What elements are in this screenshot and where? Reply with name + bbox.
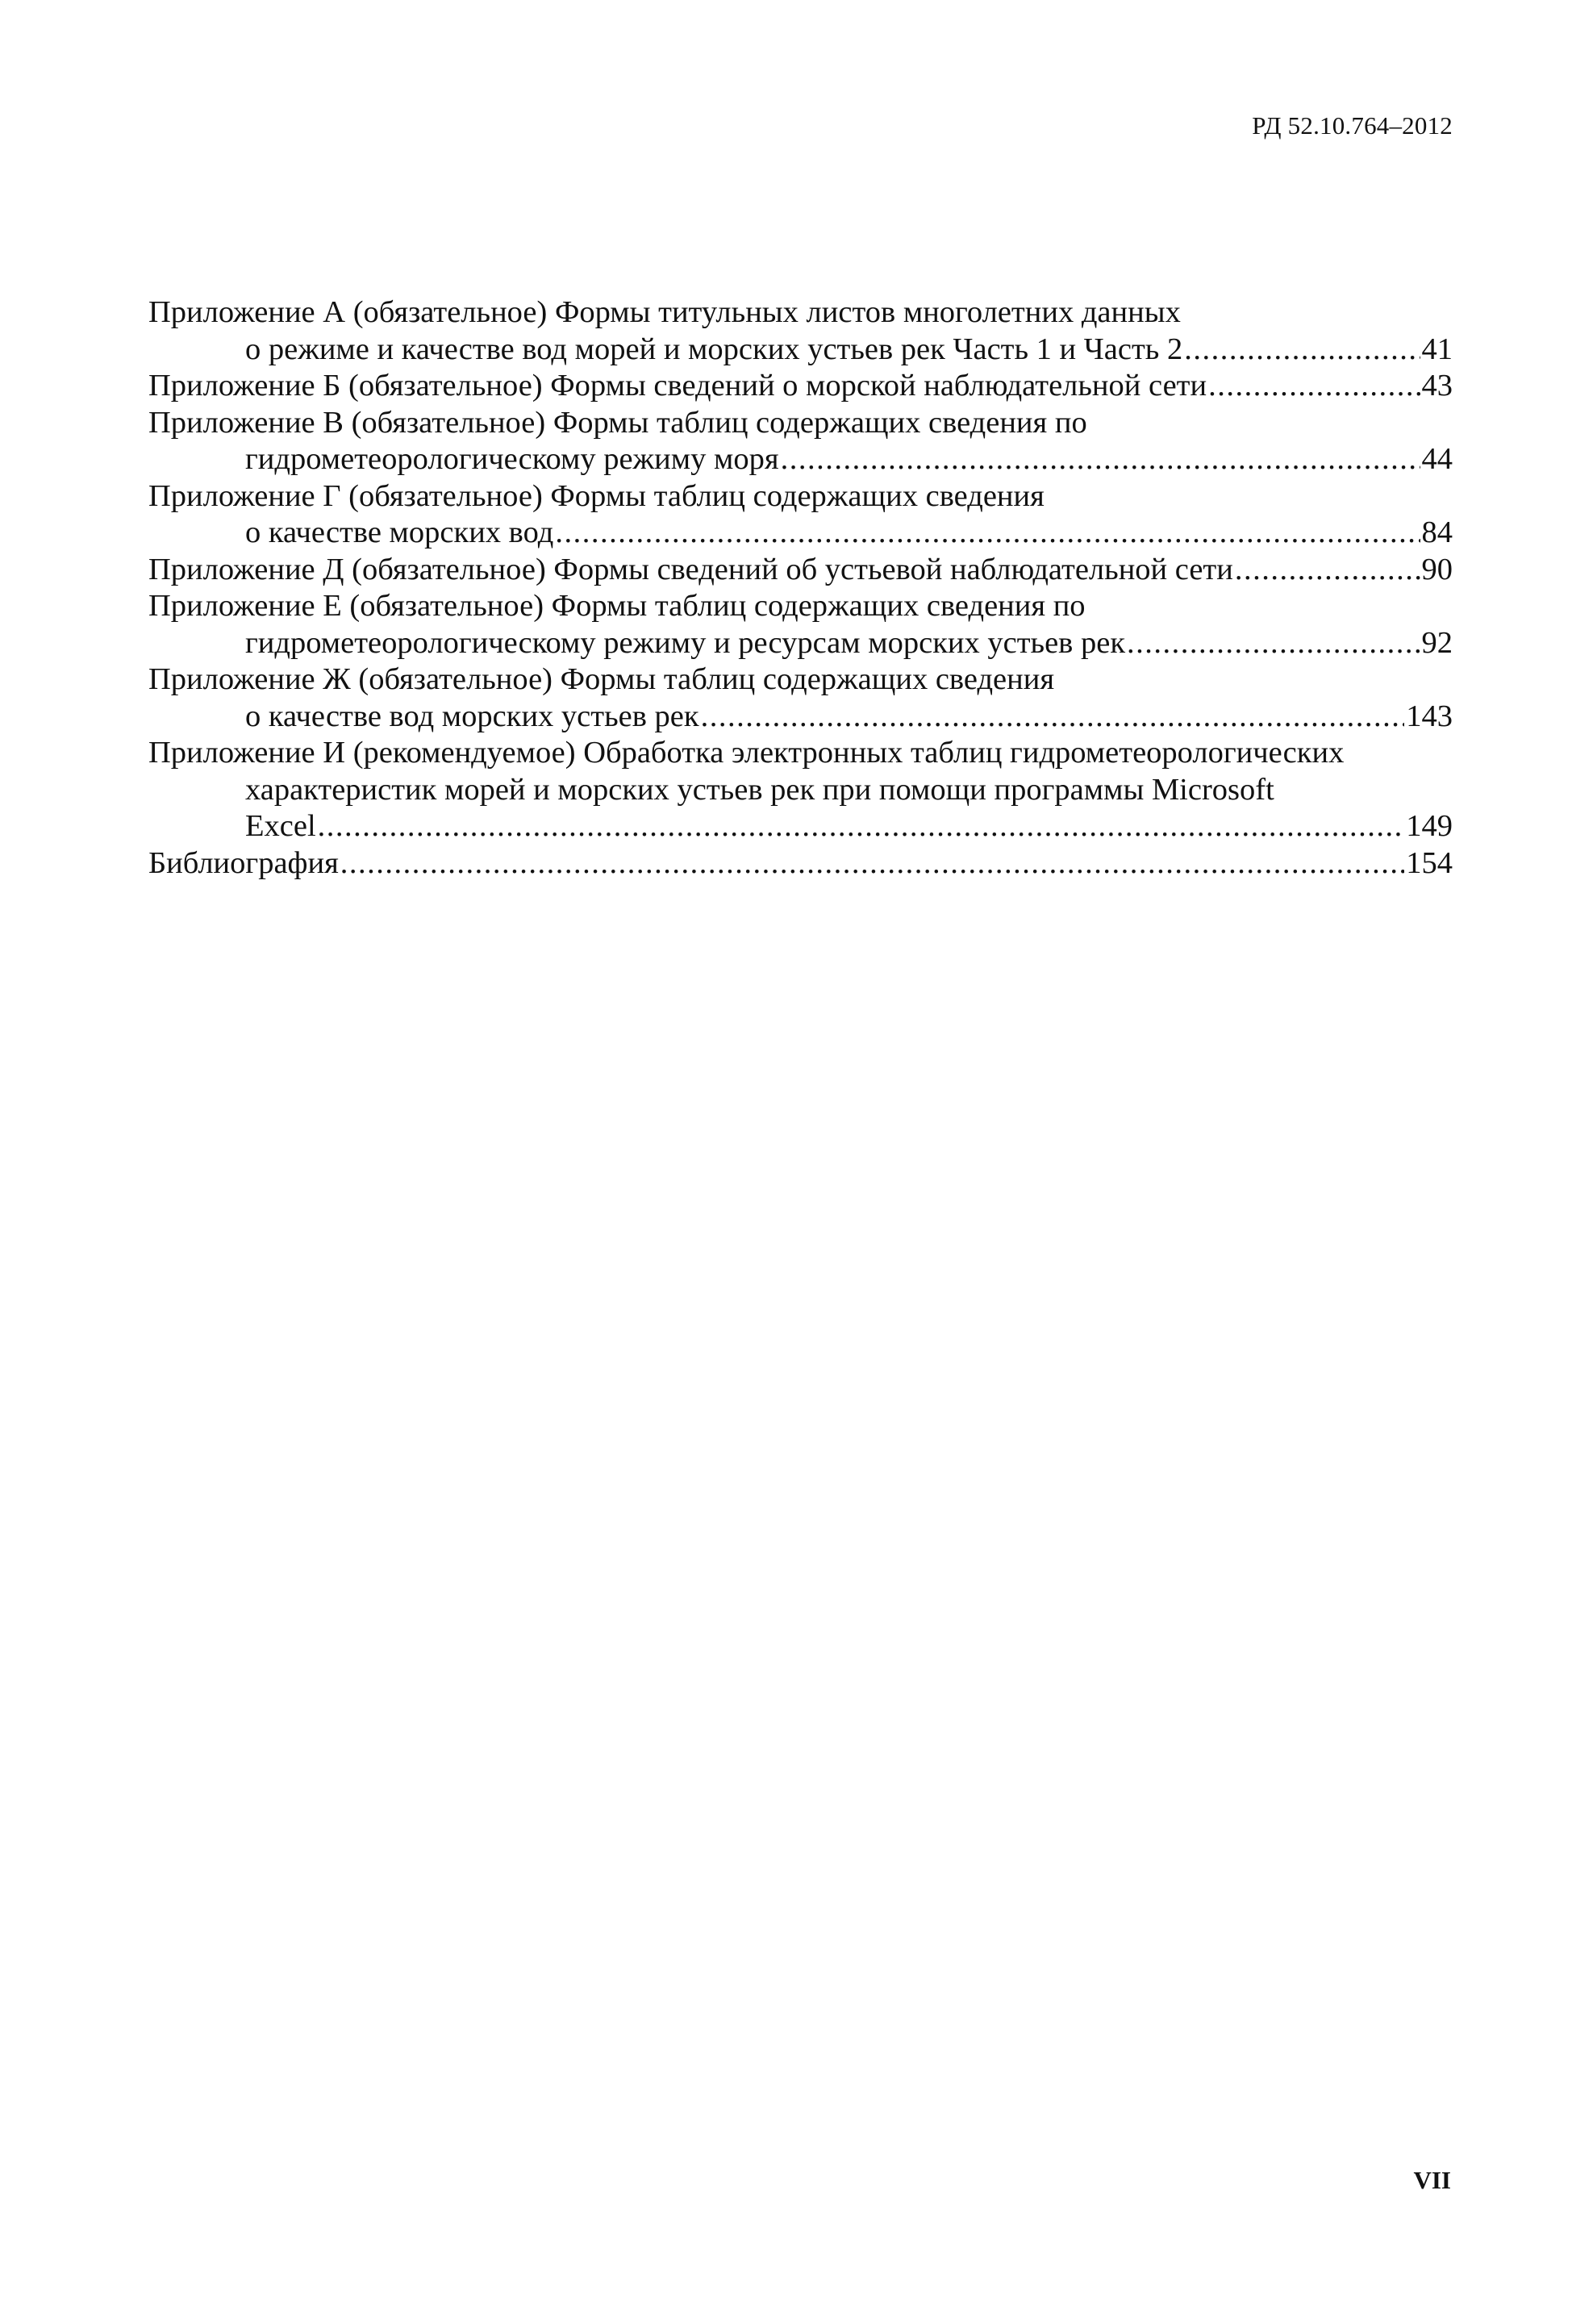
toc-page-number: 84 [1421, 515, 1453, 549]
toc-entry-title-continued: гидрометеорологическому режиму и ресурсам морских устьев рек [245, 625, 1126, 660]
toc-entry-bibliography[interactable] [148, 845, 1453, 882]
toc-entry-title: Приложение Е (обязательное) Формы таблиц содержащих сведения по [148, 589, 1086, 623]
toc-page-number: 149 [1406, 809, 1453, 843]
dot-leader [1208, 368, 1420, 405]
toc-entry-title: Приложение Ж (обязательное) Формы таблиц содержащих сведения [148, 662, 1055, 696]
toc-entry-title: Приложение В (обязательное) Формы таблиц содержащих сведения по [148, 405, 1087, 440]
toc-entry-title-continued: о качестве вод морских устьев рек [245, 699, 699, 733]
dot-leader [781, 441, 1420, 478]
toc-entry-title: Приложение И (рекомендуемое) Обработка электронных таблиц гидрометеорологических [148, 736, 1345, 770]
dot-leader [1235, 552, 1420, 589]
toc-entry-title: Библиография [148, 845, 339, 880]
table-of-contents [148, 294, 1453, 882]
dot-leader [318, 808, 1405, 845]
dot-leader [340, 845, 1404, 882]
toc-entry-title: Приложение Д (обязательное) Формы сведений об устьевой наблюдательной сети [148, 552, 1233, 586]
toc-page-number: 143 [1406, 699, 1453, 733]
toc-entry-title-continued: о качестве морских вод [245, 515, 554, 549]
toc-entry-appendix-d[interactable] [148, 552, 1453, 589]
toc-entry-appendix-e[interactable] [148, 588, 1453, 661]
dot-leader [1127, 625, 1420, 662]
toc-page-number: 44 [1421, 442, 1453, 476]
toc-entry-title: Приложение Г (обязательное) Формы таблиц содержащих сведения [148, 478, 1045, 513]
toc-entry-title: Приложение Б (обязательное) Формы сведений о морской наблюдательной сети [148, 369, 1207, 403]
toc-entry-appendix-b[interactable] [148, 368, 1453, 405]
toc-entry-appendix-a[interactable] [148, 294, 1453, 368]
toc-page-number: 92 [1421, 625, 1453, 660]
toc-page-number: 90 [1421, 552, 1453, 586]
document-code: РД 52.10.764–2012 [1252, 111, 1453, 140]
dot-leader [701, 699, 1405, 736]
dot-leader [555, 515, 1420, 552]
toc-entry-title-continued: характеристик морей и морских устьев рек при помощи программы Microsoft [245, 772, 1274, 807]
toc-entry-title-continued: Excel [245, 809, 316, 843]
toc-entry-appendix-zh[interactable] [148, 661, 1453, 735]
toc-entry-appendix-i[interactable] [148, 735, 1453, 845]
toc-page-number: 41 [1421, 332, 1453, 366]
toc-entry-appendix-v[interactable] [148, 405, 1453, 478]
page-number: VII [1413, 2166, 1451, 2194]
dot-leader [1184, 332, 1420, 369]
toc-entry-title-continued: о режиме и качестве вод морей и морских устьев рек Часть 1 и Часть 2 [245, 332, 1183, 366]
toc-page-number: 154 [1406, 845, 1453, 880]
toc-entry-title-continued: гидрометеорологическому режиму моря [245, 442, 779, 476]
toc-entry-title: Приложение А (обязательное) Формы титульных листов многолетних данных [148, 295, 1181, 329]
toc-page-number: 43 [1421, 369, 1453, 403]
toc-entry-appendix-g[interactable] [148, 478, 1453, 552]
